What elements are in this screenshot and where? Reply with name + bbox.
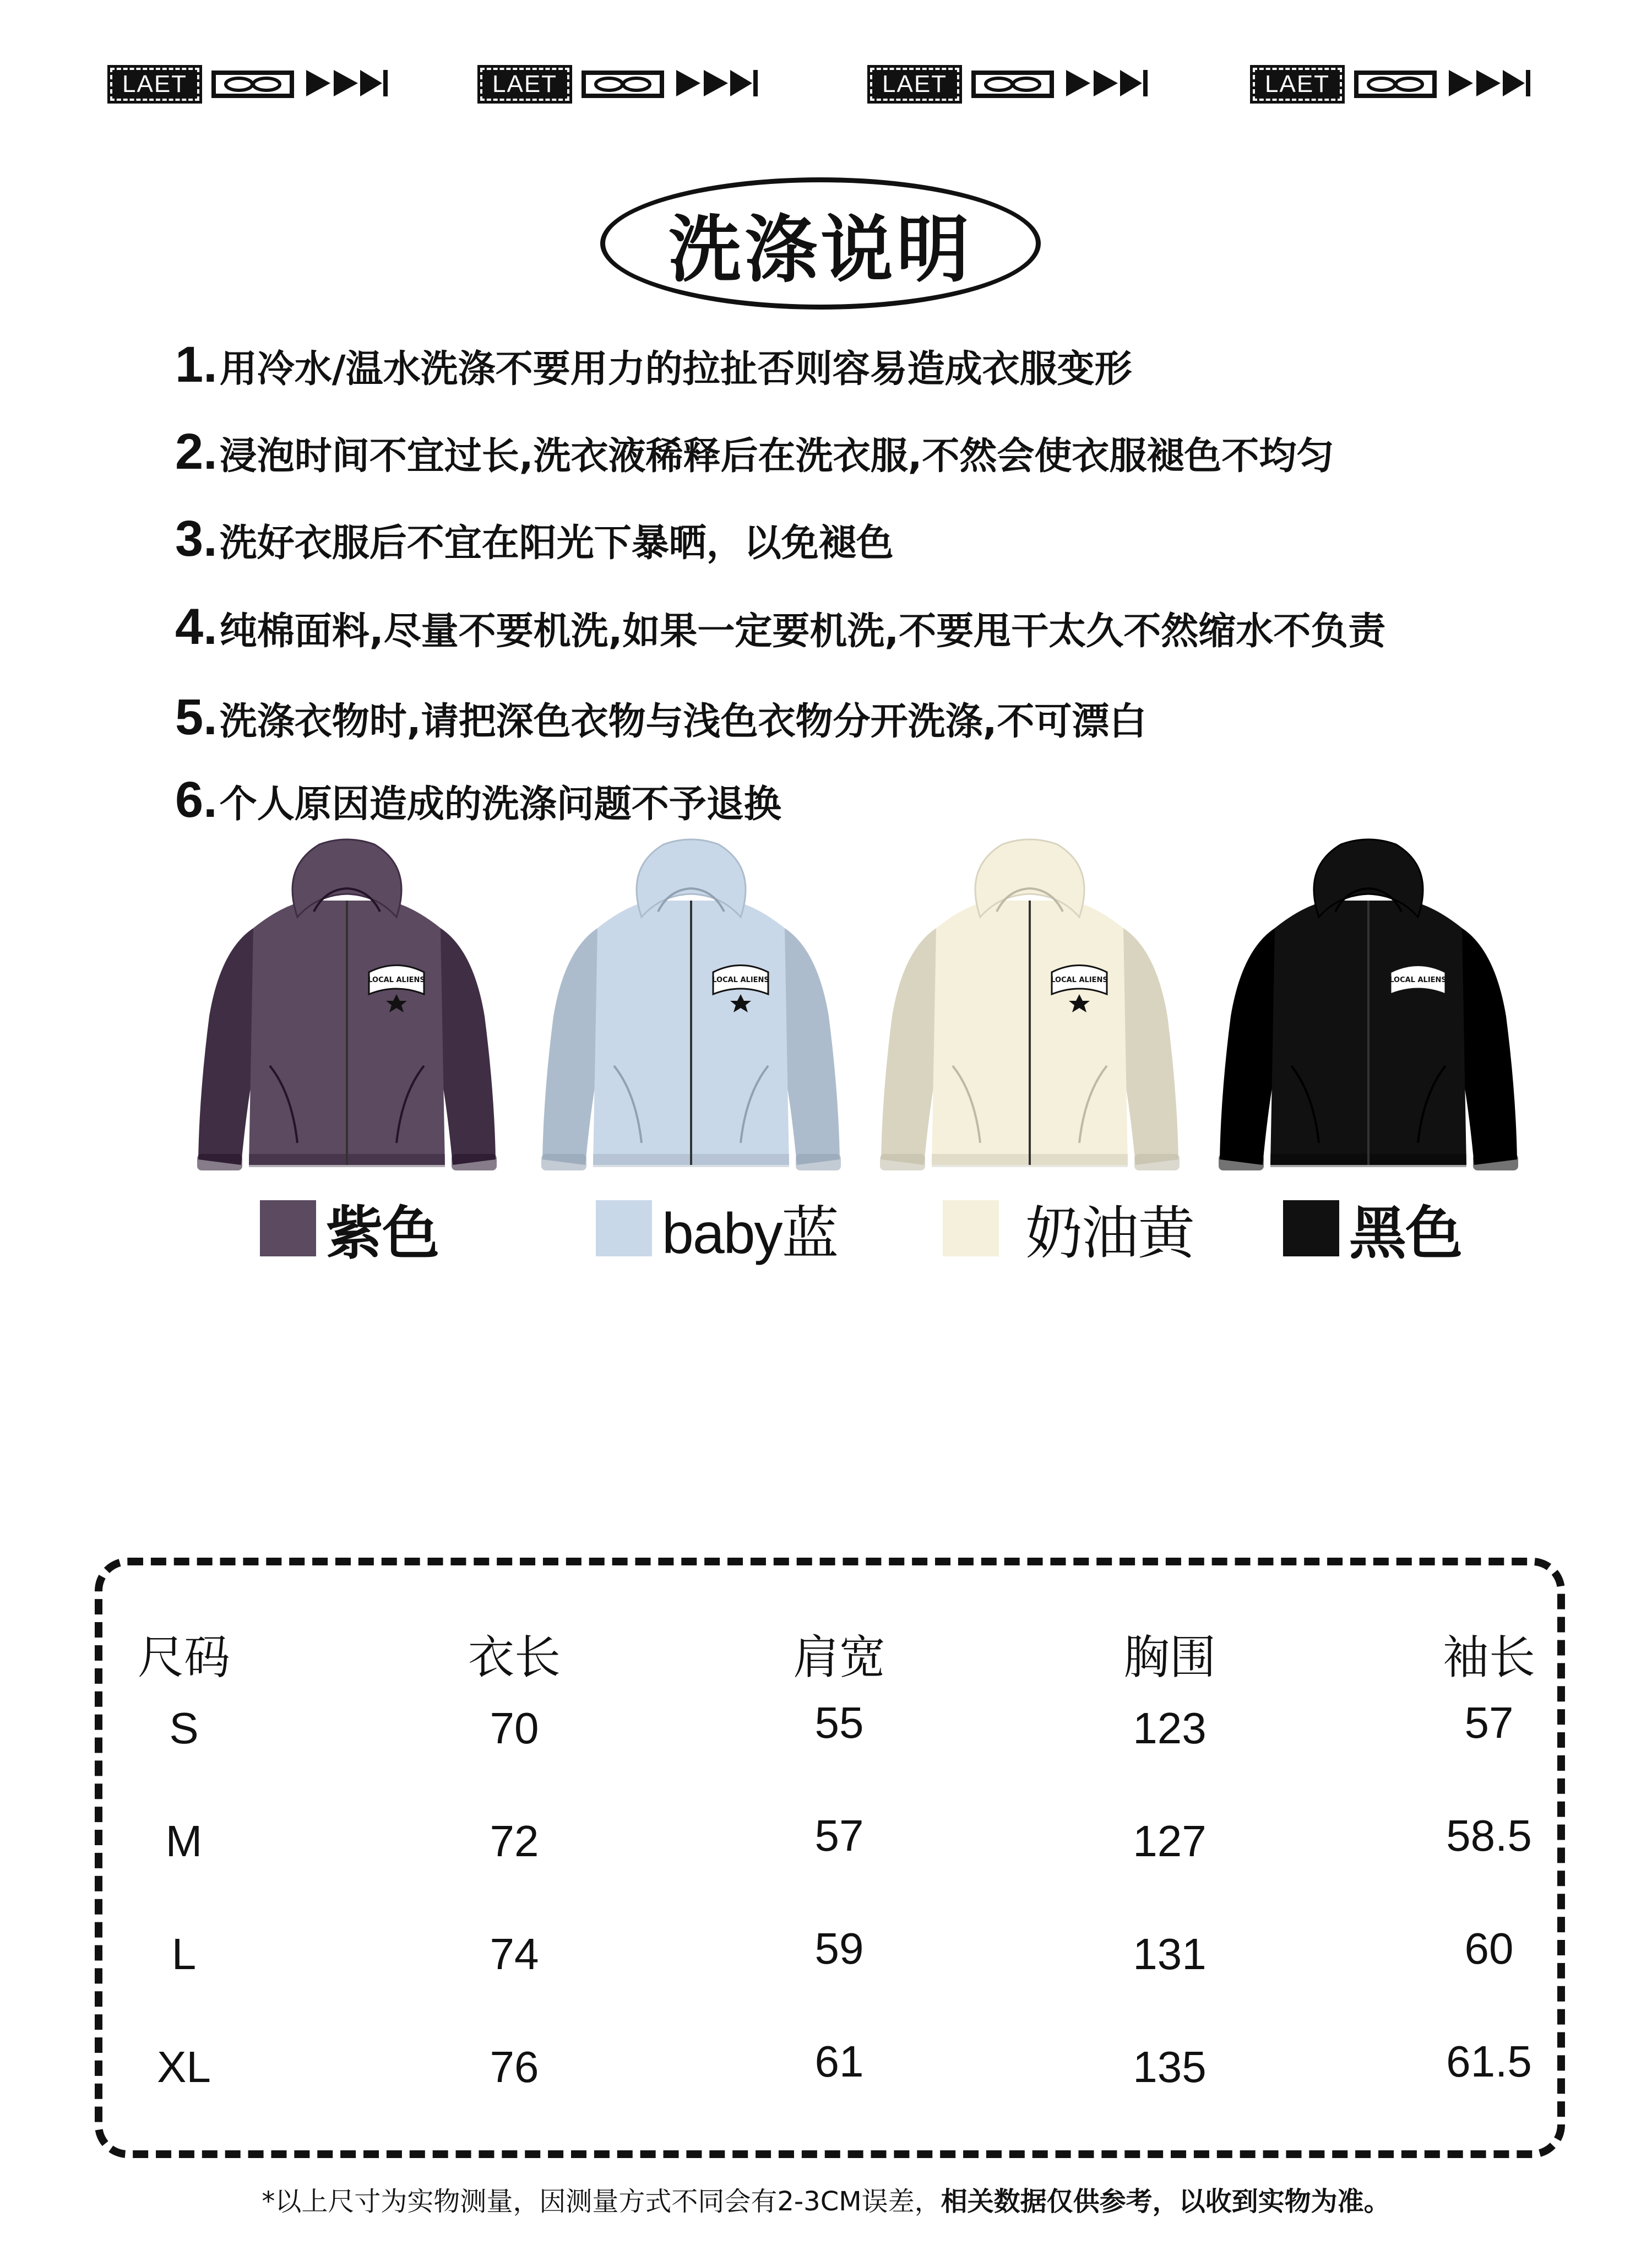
hoodie-image	[870, 834, 1189, 1176]
hoodie-badge-text: LOCAL ALIENS	[368, 976, 425, 984]
brand-logo	[480, 65, 759, 104]
rule-item	[175, 598, 1385, 656]
color-option	[596, 1187, 838, 1270]
size-value-cell: 61	[814, 2037, 864, 2086]
color-swatch	[1283, 1200, 1339, 1256]
rule-number: 6.	[175, 772, 218, 828]
footnote-emphasis: 相关数据仅供参考，以收到实物为准。	[941, 2186, 1390, 2217]
brand-logo	[1253, 65, 1531, 104]
logo-wordmark: LAET	[110, 68, 199, 101]
rule-number: 5.	[175, 689, 218, 745]
size-value-cell: 61.5	[1446, 2037, 1532, 2086]
rule-text: 用冷水/温水洗涤不要用力的拉扯否则容易造成衣服变形	[219, 348, 1132, 391]
logo-wordmark: LAET	[870, 68, 959, 101]
rule-item	[175, 510, 894, 568]
size-value-cell: 127	[1133, 1817, 1207, 1866]
rule-number: 4.	[175, 599, 218, 655]
hoodie-image	[531, 834, 851, 1176]
brand-logo	[870, 65, 1149, 104]
rule-text: 洗好衣服后不宜在阳光下暴晒，以免褪色	[219, 522, 894, 565]
size-value-cell: M	[165, 1817, 203, 1866]
size-value-cell: XL	[157, 2042, 211, 2091]
color-label: baby蓝	[662, 1202, 838, 1266]
rule-text: 浸泡时间不宜过长,洗衣液稀释后在洗衣服,不然会使衣服褪色不均匀	[219, 435, 1334, 478]
size-value-cell: 57	[1464, 1698, 1514, 1747]
size-header-cell: 肩宽	[792, 1630, 885, 1684]
color-swatch	[943, 1200, 999, 1256]
color-option	[260, 1187, 438, 1270]
rule-item	[175, 423, 1334, 481]
play-next-icon	[1066, 68, 1149, 101]
logo-wordmark: LAET	[1253, 68, 1342, 101]
infinity-eye-icon	[582, 71, 664, 98]
footnote-text: *以上尺寸为实物测量，因测量方式不同会有2-3CM误差，	[262, 2186, 941, 2217]
color-swatch	[260, 1200, 316, 1256]
rule-item	[175, 689, 1146, 746]
rule-text: 纯棉面料,尽量不要机洗,如果一定要机洗,不要甩干太久不然缩水不负责	[219, 610, 1386, 653]
hoodie-image	[187, 834, 507, 1176]
size-header-cell: 衣长	[468, 1630, 561, 1684]
color-label: 紫色	[326, 1200, 439, 1267]
rule-text: 个人原因造成的洗涤问题不予退换	[219, 783, 781, 826]
color-label: 奶油黄	[1025, 1200, 1194, 1267]
size-value-cell: 60	[1464, 1924, 1514, 1973]
product-colors	[0, 834, 1652, 1286]
page-title: 洗涤说明	[669, 208, 972, 292]
play-next-icon	[1449, 68, 1531, 101]
infinity-eye-icon	[971, 71, 1054, 98]
size-value-cell: 59	[814, 1924, 864, 1973]
hoodie-badge-text: LOCAL ALIENS	[1051, 976, 1108, 984]
color-swatch	[596, 1200, 652, 1256]
hoodie-image	[1209, 834, 1528, 1176]
brand-logo	[110, 65, 389, 104]
hoodie-badge-text: LOCAL ALIENS	[712, 976, 769, 984]
size-value-cell: 70	[490, 1704, 539, 1753]
size-value-cell: 76	[490, 2042, 539, 2091]
play-next-icon	[676, 68, 759, 101]
size-header-cell: 尺码	[137, 1630, 230, 1684]
hoodie-badge-text: LOCAL ALIENS	[1389, 976, 1447, 984]
size-value-cell: 135	[1133, 2042, 1207, 2091]
infinity-eye-icon	[1354, 71, 1437, 98]
size-value-cell: 58.5	[1446, 1811, 1532, 1860]
rule-item	[175, 336, 1132, 394]
color-option	[943, 1187, 1194, 1270]
rule-item	[175, 771, 781, 829]
rule-number: 3.	[175, 511, 218, 567]
size-header-cell: 袖长	[1442, 1630, 1535, 1684]
play-next-icon	[306, 68, 389, 101]
size-value-cell: 131	[1133, 1929, 1207, 1978]
size-value-cell: 123	[1133, 1704, 1207, 1753]
size-value-cell: 55	[814, 1698, 864, 1747]
size-header-cell: 胸围	[1123, 1630, 1216, 1684]
infinity-eye-icon	[211, 71, 294, 98]
rule-number: 1.	[175, 337, 218, 393]
rule-number: 2.	[175, 424, 218, 480]
color-label: 黑色	[1349, 1200, 1462, 1267]
logo-strip	[0, 65, 1652, 115]
size-value-cell: 72	[490, 1817, 539, 1866]
rule-text: 洗涤衣物时,请把深色衣物与浅色衣物分开洗涤,不可漂白	[219, 700, 1147, 744]
page-title-oval	[600, 177, 1041, 310]
size-table	[95, 1558, 1565, 2158]
logo-wordmark: LAET	[480, 68, 569, 101]
size-value-cell: 57	[814, 1811, 864, 1860]
size-value-cell: S	[169, 1704, 199, 1753]
color-option	[1283, 1187, 1461, 1270]
size-footnote	[0, 2180, 1652, 2218]
size-value-cell: 74	[490, 1929, 539, 1978]
size-value-cell: L	[171, 1929, 197, 1978]
